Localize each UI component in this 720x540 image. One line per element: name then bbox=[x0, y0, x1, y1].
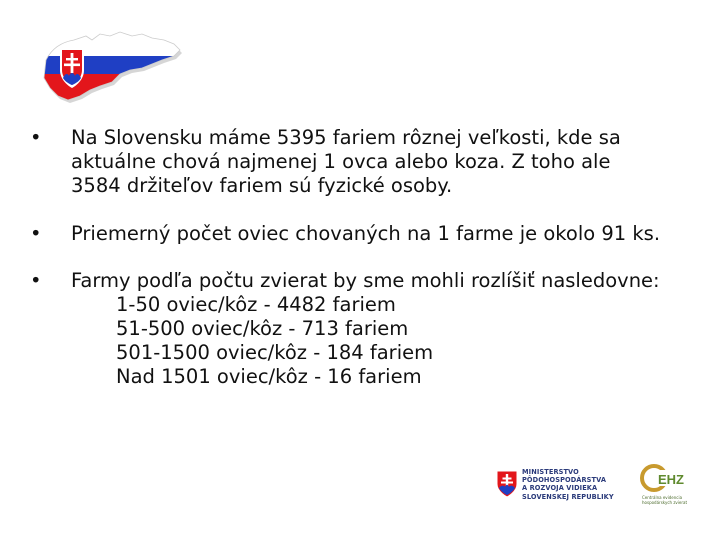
category-line: 51-500 oviec/kôz - 713 fariem bbox=[116, 317, 409, 340]
ehz-logo bbox=[640, 464, 696, 514]
bullet-marker: • bbox=[30, 269, 42, 292]
category-line: Nad 1501 oviec/kôz - 16 fariem bbox=[116, 365, 422, 388]
ministry-name-line: PÔDOHOSPODÁRSTVA bbox=[522, 476, 607, 485]
ehz-subtitle bbox=[642, 495, 696, 505]
bullet-text-line: 3584 držiteľov fariem sú fyzické osoby. bbox=[71, 174, 453, 197]
slovakia-map-logo bbox=[34, 30, 184, 106]
bullet-average-sheep bbox=[30, 222, 705, 246]
ministry-logo bbox=[496, 466, 631, 514]
ehz-subtitle-line: hospodárskych zvierat bbox=[642, 500, 688, 505]
bullet-marker: • bbox=[30, 222, 42, 245]
bullet-text-line: Priemerný počet oviec chovaných na 1 farme je okolo 91 ks. bbox=[71, 222, 661, 245]
ehz-mark-text: EHZ bbox=[658, 472, 684, 487]
ministry-name-line: A ROZVOJA VIDIEKA bbox=[522, 484, 598, 493]
ministry-crest-icon bbox=[496, 470, 518, 498]
category-line: 501-1500 oviec/kôz - 184 fariem bbox=[116, 341, 434, 364]
bullet-marker: • bbox=[30, 126, 42, 149]
bullet-text-line: Farmy podľa počtu zvierat by sme mohli rozlíšiť nasledovne: bbox=[71, 269, 660, 292]
bullet-text-line: Na Slovensku máme 5395 fariem rôznej veľkosti, kde sa bbox=[71, 126, 621, 149]
ehz-subtitle-line: Centrálna evidencia bbox=[642, 495, 683, 500]
ministry-name-line: MINISTERSTVO bbox=[522, 468, 579, 476]
slide-content bbox=[30, 126, 705, 389]
bullet-farm-count bbox=[30, 126, 705, 198]
ministry-name-line: SLOVENSKEJ REPUBLIKY bbox=[522, 492, 614, 501]
bullet-farm-categories bbox=[30, 269, 705, 389]
bullet-text-line: aktuálne chová najmenej 1 ovca alebo koza. Z toho ale bbox=[71, 150, 611, 173]
ehz-mark-icon bbox=[640, 464, 692, 494]
category-line: 1-50 oviec/kôz - 4482 fariem bbox=[116, 293, 396, 316]
ministry-name bbox=[522, 468, 614, 501]
